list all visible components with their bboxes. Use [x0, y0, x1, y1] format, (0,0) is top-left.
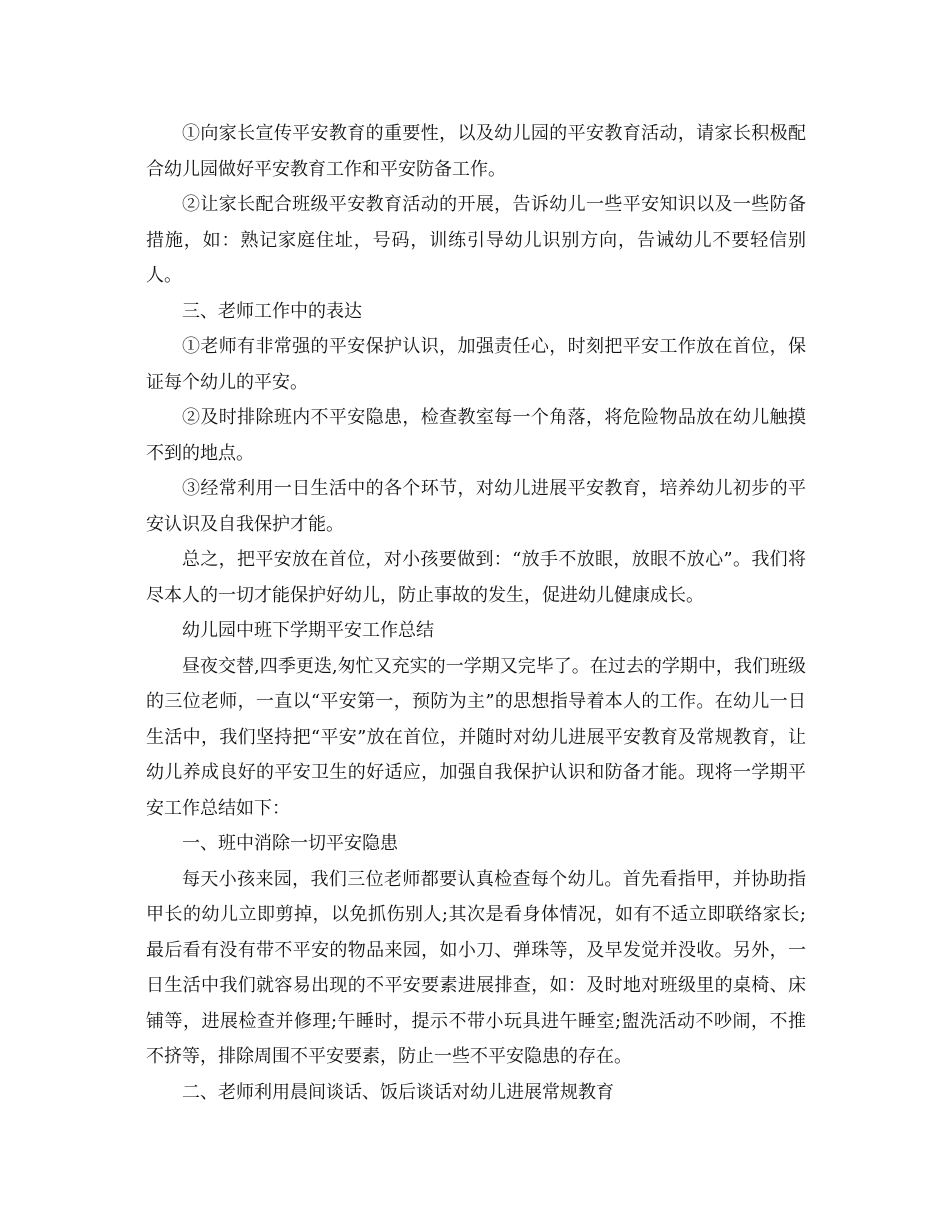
- paragraph-summary: 总之，把平安放在首位，对小孩要做到：“放手不放眼，放眼不放心”。我们将尽本人的一切才能保护好幼儿，防止事故的发生，促进幼儿健康成长。: [146, 549, 806, 606]
- paragraph-hazard-removal: ②及时排除班内不平安隐患，检查教室每一个角落，将危险物品放在幼儿触摸不到的地点。: [146, 407, 806, 464]
- section-heading-routine-education: 二、老师利用晨间谈话、饭后谈话对幼儿进展常规教育: [182, 1081, 614, 1103]
- paragraph-intro: 昼夜交替,四季更迭,匆忙又充实的一学期又完毕了。在过去的学期中，我们班级的三位老师，一直以“平安第一，预防为主”的思想指导着本人的工作。在幼儿一日生活中，我们坚持把“平安”放在首位，并随时对幼儿进展平安教育及常规教育，让幼儿养成良好的平安卫生的好适应，加强自我保护认识和防备才能。现将一学期平安工作总结如下：: [146, 655, 806, 819]
- section-heading-teacher-work: 三、老师工作中的表达: [182, 300, 362, 322]
- paragraph-daily-checks: 每天小孩来园，我们三位老师都要认真检查每个幼儿。首先看指甲，并协助指甲长的幼儿立即剪掉，以免抓伤别人;其次是看身体情况，如有不适立即联络家长;最后看有没有带不平安的物品来园，如小刀、弹珠等，及早发觉并没收。另外，一日生活中我们就容易出现的不平安要素进展排查，如：及时地对班级里的桌椅、床铺等，进展检查并修理;午睡时，提示不带小玩具进午睡室;盥洗活动不吵闹，不推不挤等，排除周围不平安要素，防止一些不平安隐患的存在。: [146, 868, 806, 1067]
- document-title: 幼儿园中班下学期平安工作总结: [182, 620, 434, 641]
- paragraph-parent-safety-publicity: ①向家长宣传平安教育的重要性，以及幼儿园的平安教育活动，请家长积极配合幼儿园做好平安教育工作和平安防备工作。: [146, 123, 806, 180]
- paragraph-teacher-awareness: ①老师有非常强的平安保护认识，加强责任心，时刻把平安工作放在首位，保证每个幼儿的平安。: [146, 336, 806, 393]
- paragraph-daily-education: ③经常利用一日生活中的各个环节，对幼儿进展平安教育，培养幼儿初步的平安认识及自我保护才能。: [146, 478, 806, 535]
- document-body: [146, 116, 806, 1110]
- section-heading-eliminate-hazards: 一、班中消除一切平安隐患: [182, 833, 398, 854]
- paragraph-parent-cooperation: ②让家长配合班级平安教育活动的开展，告诉幼儿一些平安知识以及一些防备措施，如：熟记家庭住址，号码，训练引导幼儿识别方向，告诫幼儿不要轻信别人。: [146, 194, 806, 286]
